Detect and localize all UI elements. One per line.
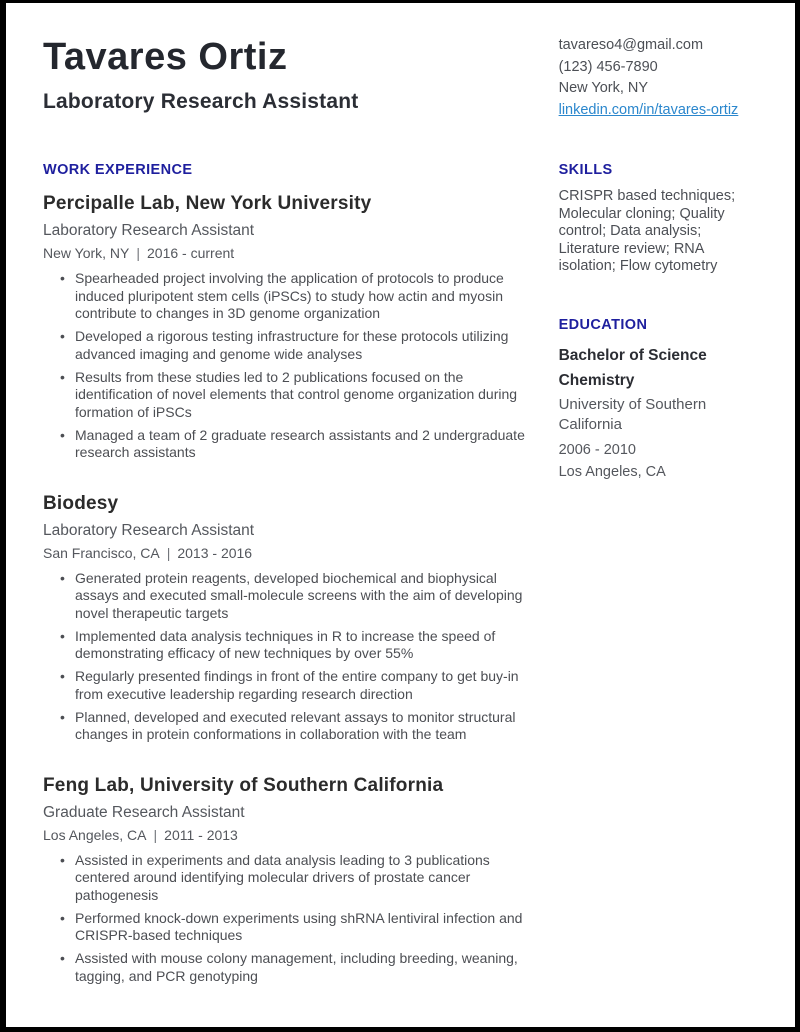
sidebar-column — [559, 121, 761, 991]
job-entry — [43, 193, 544, 462]
work-experience-heading: WORK EXPERIENCE — [43, 162, 193, 178]
job-entry — [43, 775, 544, 986]
job-entry — [43, 493, 544, 744]
contact-email: tavareso4@gmail.com — [558, 37, 704, 53]
job-meta — [43, 545, 544, 561]
job-role: Graduate Research Assistant — [43, 803, 245, 821]
bullet-item: • Results from these studies led to 2 publications focused on the identification of novel elements that control genome organization during formation of iPSCs — [60, 369, 544, 422]
skills-heading: SKILLS — [558, 162, 613, 178]
bullet-item: • Spearheaded project involving the application of protocols to produce induced pluripotent stem cells (iPSCs) to study how actin and myosin contribute to changes in 3D genome organization — [60, 270, 544, 323]
bullet-item: • Performed knock-down experiments using shRNA lentiviral infection and CRISPR-based techniques — [60, 910, 544, 945]
resume-header — [43, 23, 761, 121]
education-degree: Bachelor of Science — [558, 346, 707, 364]
contact-phone: (123) 456-7890 — [558, 58, 658, 75]
bullet-item: • Planned, developed and executed relevant assays to monitor structural changes in protein conformations in collaboration with the team — [60, 709, 544, 744]
job-company: Feng Lab, University of Southern California — [43, 774, 444, 796]
job-location: San Francisco, CA — [43, 544, 160, 561]
job-role: Laboratory Research Assistant — [43, 222, 255, 239]
bullet-item: • Developed a rigorous testing infrastructure for these protocols utilizing advanced imaging and genome wide analyses — [60, 328, 544, 363]
skills-text: CRISPR based techniques; Molecular cloning; Quality control; Data analysis; Literature review; RNA isolation; Flow cytometry — [558, 188, 736, 274]
bullet-list — [43, 570, 544, 744]
bullet-list — [43, 270, 544, 462]
work-experience-column — [43, 121, 544, 991]
bullet-item: • Implemented data analysis techniques in R to increase the speed of demonstrating efficacy of new techniques by over 55% — [60, 628, 544, 663]
meta-separator: | — [166, 544, 171, 561]
education-years: 2006 - 2010 — [558, 441, 636, 458]
bullet-item: • Assisted in experiments and data analysis leading to 3 publications centered around identifying molecular drivers of prostate cancer pathogenesis — [60, 852, 544, 905]
bullet-item: • Managed a team of 2 graduate research assistants and 2 undergraduate research assistants — [60, 427, 544, 462]
job-location: New York, NY — [43, 245, 130, 261]
education-school: University of Southern California — [558, 395, 707, 433]
job-meta — [43, 245, 544, 261]
job-dates: 2011 - 2013 — [164, 826, 238, 843]
person-job-title: Laboratory Research Assistant — [43, 89, 359, 113]
education-major: Chemistry — [558, 371, 635, 389]
contact-location: New York, NY — [558, 80, 649, 96]
resume-body — [43, 121, 761, 991]
job-company: Percipalle Lab, New York University — [43, 193, 372, 214]
job-location: Los Angeles, CA — [43, 826, 147, 843]
education-location: Los Angeles, CA — [558, 463, 666, 480]
meta-separator: | — [136, 245, 141, 261]
bullet-item: • Generated protein reagents, developed biochemical and biophysical assays and executed small-molecule screens with the aim of developing novel therapeutic targets — [60, 570, 544, 623]
job-dates: 2013 - 2016 — [177, 544, 253, 561]
contact-block — [559, 35, 761, 121]
job-dates: 2016 - current — [147, 245, 235, 261]
bullet-list — [43, 852, 544, 986]
bullet-item: • Regularly presented findings in front of the entire company to get buy-in from executive leadership regarding research direction — [60, 668, 544, 703]
job-meta — [43, 827, 544, 843]
linkedin-link[interactable]: linkedin.com/in/tavares-ortiz — [558, 101, 739, 118]
education-heading: EDUCATION — [558, 316, 648, 333]
job-company: Biodesy — [43, 492, 119, 514]
bullet-item: • Assisted with mouse colony management, including breeding, weaning, tagging, and PCR genotyping — [60, 950, 544, 985]
name-block — [43, 23, 544, 121]
person-name: Tavares Ortiz — [43, 36, 288, 78]
resume-page — [6, 3, 795, 1027]
meta-separator: | — [153, 826, 158, 843]
job-role: Laboratory Research Assistant — [43, 521, 255, 539]
